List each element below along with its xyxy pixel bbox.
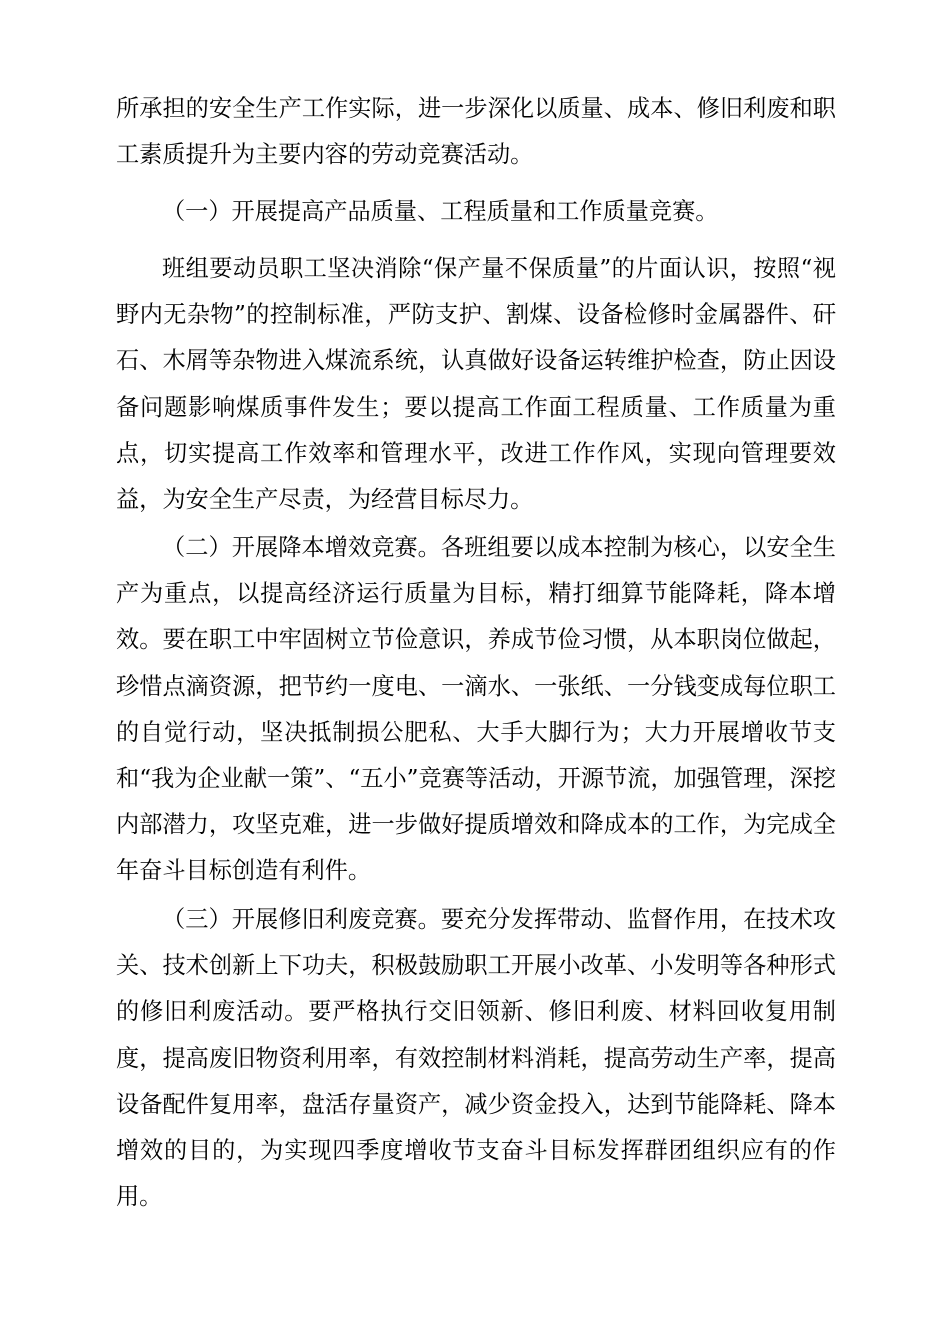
paragraph-cost-reduction: （二）开展降本增效竞赛。各班组要以成本控制为核心，以安全生产为重点，以提高经济运行质量为目标，精打细算节能降耗，降本增效。要在职工中牢固树立节俭意识，养成节俭习惯，从本职岗位做起，珍惜点滴资源，把节约一度电、一滴水、一张纸、一分钱变成每位职工的自觉行动，坚决抵制损公肥私、大手大脚行为；大力开展增收节支和“我为企业献一策”、“五小”竞赛等活动，开源节流，加强管理，深挖内部潜力，攻坚克难，进一步做好提质增效和降成本的工作，为完成全年奋斗目标创造有利件。: [116, 534, 836, 885]
paragraph-quality-details: 班组要动员职工坚决消除“保产量不保质量”的片面认识，按照“视野内无杂物”的控制标准，严防支护、割煤、设备检修时金属器件、矸石、木屑等杂物进入煤流系统，认真做好设备运转维护检查，防止因设备问题影响煤质事件发生；要以提高工作面工程质量、工作质量为重点，切实提高工作效率和管理水平，改进工作作风，实现向管理要效益，为安全生产尽责，为经营目标尽力。: [116, 255, 836, 514]
paragraph-repair-reuse: （三）开展修旧利废竞赛。要充分发挥带动、监督作用，在技术攻关、技术创新上下功夫，积极鼓励职工开展小改革、小发明等各种形式的修旧利废活动。要严格执行交旧领新、修旧利废、材料回收复用制度，提高废旧物资利用率，有效控制材料消耗，提高劳动生产率，提高设备配件复用率，盘活存量资产，减少资金投入，达到节能降耗、降本增效的目的，为实现四季度增收节支奋斗目标发挥群团组织应有的作用。: [116, 906, 836, 1211]
section-heading-quality: （一）开展提高产品质量、工程质量和工作质量竞赛。: [162, 198, 719, 225]
paragraph-continuation: 所承担的安全生产工作实际，进一步深化以质量、成本、修旧利废和职工素质提升为主要内容的劳动竞赛活动。: [116, 95, 836, 169]
